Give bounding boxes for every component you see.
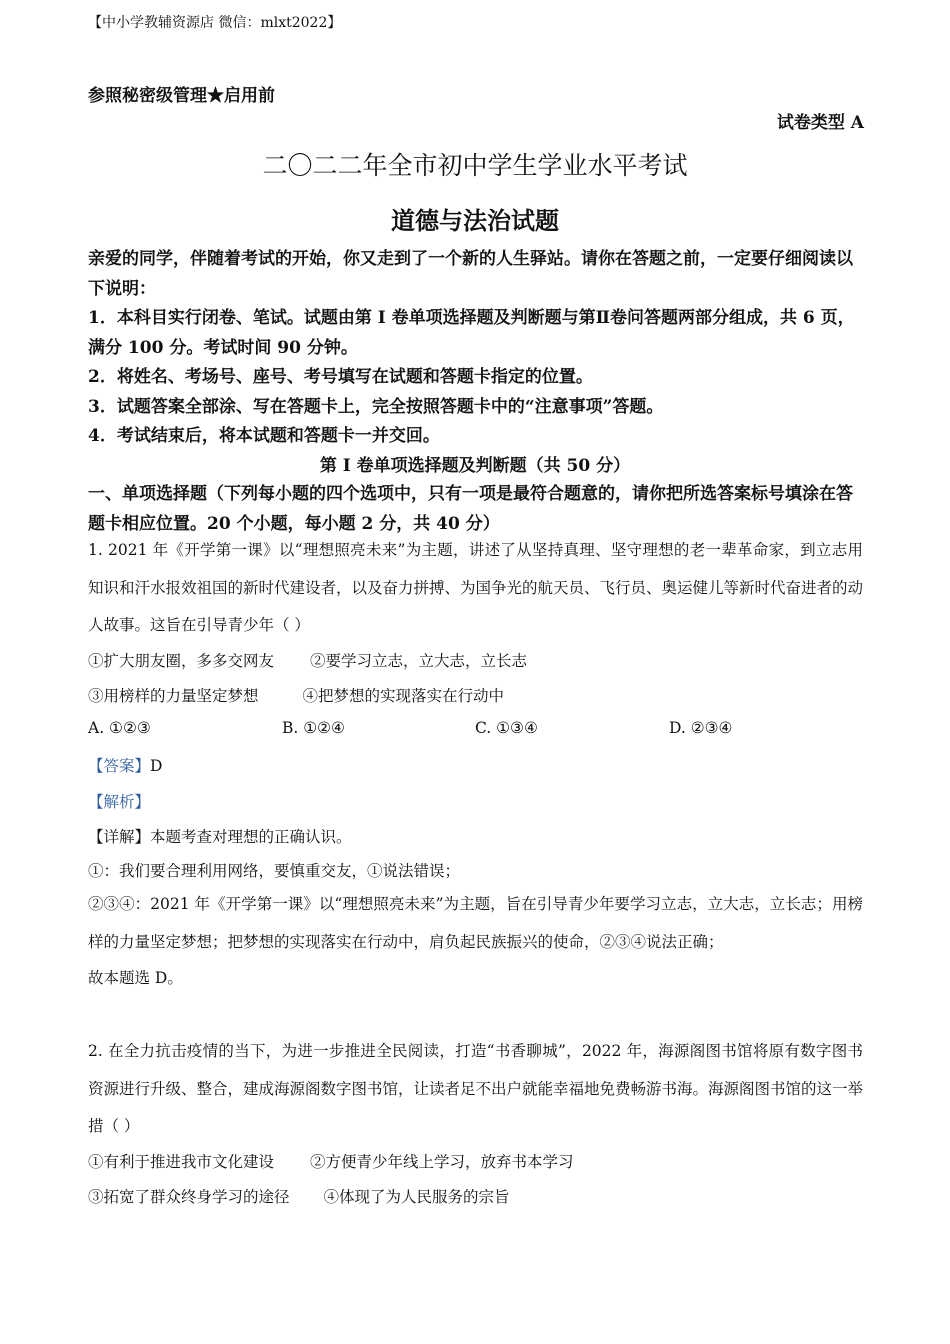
question-1-statements-row1 <box>88 649 527 671</box>
q1-conclusion: 故本题选 D。 <box>88 969 183 987</box>
section-title: 第 I 卷单项选择题及判断题（共 50 分） <box>319 456 631 476</box>
exam-title: 二〇二二年全市初中学生学业水平考试 <box>262 151 688 180</box>
q1-detail-2: ②③④：2021 年《开学第一课》以“理想照亮未来”为主题，旨在引导青少年要学习立志，立大志，立长志；用榜样的力量坚定梦想；把梦想的实现落实在行动中，肩负起民族振兴的使命，②③④说法正确； <box>88 895 863 951</box>
q2-statement-4: ④体现了为人民服务的宗旨 <box>323 1188 510 1206</box>
exam-subtitle: 道德与法治试题 <box>391 206 559 235</box>
q2-statement-1: ①有利于推进我市文化建设 <box>88 1153 275 1171</box>
instruction-4: 4．考试结束后，将本试题和答题卡一并交回。 <box>88 426 440 446</box>
q1-option-a: A. ①②③ <box>88 719 151 737</box>
instruction-1: 1．本科目实行闭卷、笔试。试题由第 I 卷单项选择题及判断题与第Ⅱ卷问答题两部分组成，共 6 页，满分 100 分。考试时间 90 分钟。 <box>88 308 855 358</box>
analysis-tag: 【解析】 <box>88 793 151 811</box>
q1-statement-4: ④把梦想的实现落实在行动中 <box>302 687 505 705</box>
q1-detail: 【详解】本题考查对理想的正确认识。 <box>88 828 352 846</box>
q1-statement-1: ①扩大朋友圈，多多交网友 <box>88 652 275 670</box>
answer-tag: 【答案】 <box>88 757 151 775</box>
q1-option-b: B. ①②④ <box>282 719 345 737</box>
instruction-3: 3．试题答案全部涂、写在答题卡上，完全按照答题卡中的“注意事项”答题。 <box>88 396 664 417</box>
q1-statement-2: ②要学习立志，立大志，立长志 <box>310 652 528 670</box>
question-2-stem: 2. 在全力抗击疫情的当下，为进一步推进全民阅读，打造“书香聊城”，2022 年，海源阁图书馆将原有数字图书资源进行升级、整合，建成海源阁数字图书馆，让读者足不出户就能幸福地免费畅游书海。海源阁图书馆的这一举措（ ） <box>88 1042 864 1135</box>
q1-statement-3: ③用榜样的力量坚定梦想 <box>88 687 259 705</box>
answer-value: D <box>150 757 163 775</box>
q1-answer <box>88 754 162 776</box>
instruction-intro: 亲爱的同学，伴随着考试的开始，你又走到了一个新的人生驿站。请你在答题之前，一定要仔细阅读以下说明： <box>88 249 853 299</box>
q2-statement-3: ③拓宽了群众终身学习的途径 <box>88 1188 290 1206</box>
q2-statement-2: ②方便青少年线上学习，放弃书本学习 <box>310 1153 574 1171</box>
instructions <box>88 245 858 452</box>
secrecy-label: 参照秘密级管理★启用前 <box>88 86 275 106</box>
q1-option-c: C. ①③④ <box>475 719 538 737</box>
q1-option-d: D. ②③④ <box>669 719 733 737</box>
instruction-2: 2．将姓名、考场号、座号、考号填写在试题和答题卡指定的位置。 <box>88 367 593 387</box>
question-2-statements-row1 <box>88 1150 574 1172</box>
question-1-stem: 1. 2021 年《开学第一课》以“理想照亮未来”为主题，讲述了从坚持真理、坚守理想的老一辈革命家，到立志用知识和汗水报效祖国的新时代建设者，以及奋力拼搏、为国争光的航天员、飞行员、奥运健儿等新时代奋进者的动人故事。这旨在引导青少年（ ） <box>88 541 864 634</box>
q1-detail-1: ①：我们要合理利用网络，要慎重交友，①说法错误； <box>88 862 461 880</box>
paper-type: 试卷类型 A <box>776 113 864 133</box>
section-one-heading: 一、单项选择题（下列每小题的四个选项中，只有一项是最符合题意的，请你把所选答案标号填涂在答题卡相应位置。20 个小题，每小题 2 分，共 40 分） <box>88 484 853 534</box>
question-2-statements-row2 <box>88 1185 510 1207</box>
header-note: 【中小学教辅资源店 微信：mlxt2022】 <box>88 15 342 31</box>
question-1-statements-row2 <box>88 684 504 706</box>
